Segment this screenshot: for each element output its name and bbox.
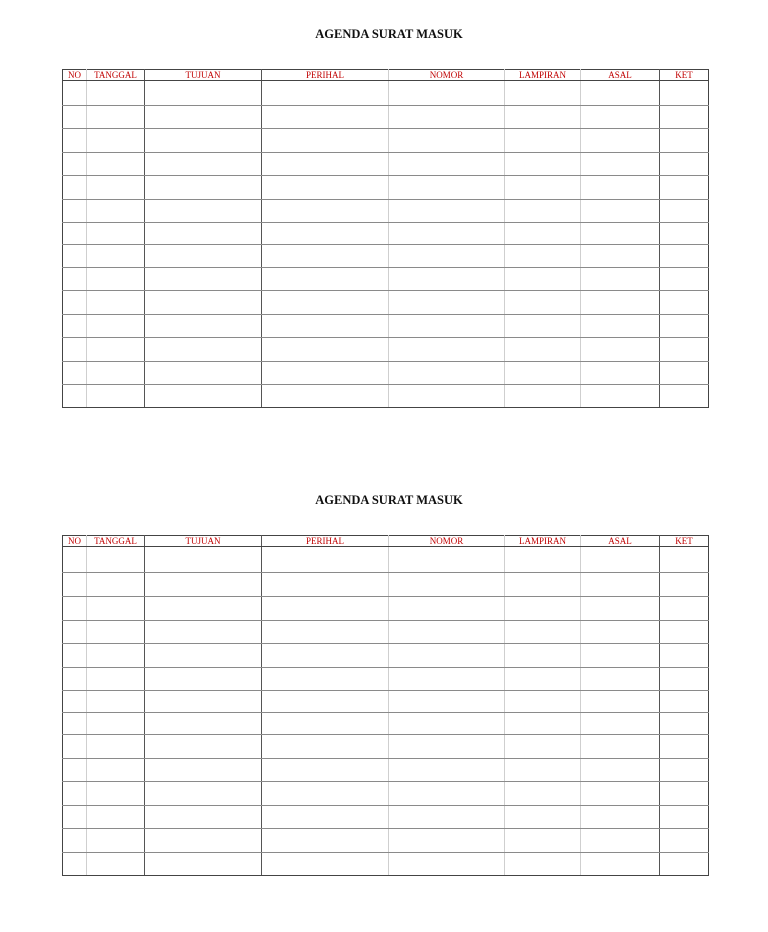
cell-ket [660,153,709,176]
cell-lampiran [505,853,581,876]
cell-tujuan [145,176,262,200]
cell-ket [660,621,709,644]
cell-ket [660,759,709,782]
table-row [63,644,709,668]
cell-asal [581,268,660,291]
table-row [63,315,709,338]
cell-asal [581,735,660,759]
cell-lampiran [505,782,581,806]
agenda-title: AGENDA SURAT MASUK [315,27,463,41]
cell-tanggal [87,759,145,782]
cell-ket [660,245,709,268]
cell-lampiran [505,806,581,829]
column-header-perihal: PERIHAL [262,536,389,547]
table-row [63,853,709,876]
cell-nomor [389,291,505,315]
cell-asal [581,362,660,385]
column-header-tanggal: TANGGAL [87,70,145,81]
cell-lampiran [505,223,581,245]
cell-perihal [262,362,389,385]
cell-lampiran [505,153,581,176]
cell-asal [581,291,660,315]
cell-perihal [262,668,389,691]
cell-tujuan [145,644,262,668]
cell-tanggal [87,268,145,291]
cell-no [63,129,87,153]
cell-nomor [389,713,505,735]
cell-asal [581,129,660,153]
cell-asal [581,713,660,735]
cell-tanggal [87,176,145,200]
cell-perihal [262,644,389,668]
cell-tujuan [145,806,262,829]
cell-no [63,200,87,223]
cell-perihal [262,291,389,315]
cell-no [63,338,87,362]
table-row [63,268,709,291]
cell-lampiran [505,621,581,644]
cell-tujuan [145,315,262,338]
cell-tanggal [87,597,145,621]
cell-tujuan [145,385,262,408]
cell-tanggal [87,621,145,644]
cell-ket [660,644,709,668]
cell-nomor [389,597,505,621]
cell-tanggal [87,782,145,806]
cell-tanggal [87,806,145,829]
table-row [63,338,709,362]
cell-no [63,735,87,759]
column-header-asal: ASAL [581,536,660,547]
cell-tujuan [145,129,262,153]
table-row [63,81,709,106]
cell-tujuan [145,621,262,644]
cell-asal [581,782,660,806]
cell-perihal [262,782,389,806]
cell-tanggal [87,735,145,759]
cell-asal [581,385,660,408]
column-header-no: NO [63,536,87,547]
cell-perihal [262,223,389,245]
cell-lampiran [505,829,581,853]
agenda-table [62,69,709,408]
cell-ket [660,223,709,245]
cell-tujuan [145,547,262,573]
cell-ket [660,597,709,621]
cell-perihal [262,129,389,153]
cell-nomor [389,385,505,408]
cell-tanggal [87,245,145,268]
cell-perihal [262,245,389,268]
cell-nomor [389,735,505,759]
column-header-nomor: NOMOR [389,536,505,547]
table-header-row [63,70,709,81]
cell-asal [581,245,660,268]
cell-tanggal [87,153,145,176]
cell-no [63,829,87,853]
table-row [63,362,709,385]
cell-ket [660,735,709,759]
column-header-tanggal: TANGGAL [87,536,145,547]
cell-ket [660,129,709,153]
table-row [63,106,709,129]
table-row [63,176,709,200]
cell-perihal [262,621,389,644]
cell-no [63,176,87,200]
cell-ket [660,362,709,385]
cell-lampiran [505,668,581,691]
cell-tanggal [87,385,145,408]
cell-tanggal [87,315,145,338]
cell-tujuan [145,223,262,245]
cell-asal [581,806,660,829]
cell-nomor [389,106,505,129]
cell-tujuan [145,668,262,691]
table-row [63,829,709,853]
table-row [63,385,709,408]
cell-nomor [389,853,505,876]
cell-nomor [389,782,505,806]
cell-nomor [389,621,505,644]
cell-perihal [262,691,389,713]
cell-ket [660,338,709,362]
cell-no [63,153,87,176]
cell-lampiran [505,385,581,408]
cell-asal [581,597,660,621]
column-header-tujuan: TUJUAN [145,536,262,547]
cell-perihal [262,200,389,223]
cell-nomor [389,223,505,245]
table-row [63,782,709,806]
cell-nomor [389,129,505,153]
cell-perihal [262,597,389,621]
cell-lampiran [505,759,581,782]
column-header-asal: ASAL [581,70,660,81]
cell-ket [660,81,709,106]
cell-ket [660,176,709,200]
cell-perihal [262,81,389,106]
cell-perihal [262,759,389,782]
cell-ket [660,573,709,597]
cell-ket [660,691,709,713]
cell-no [63,668,87,691]
cell-tujuan [145,691,262,713]
cell-ket [660,385,709,408]
cell-tujuan [145,362,262,385]
table-row [63,597,709,621]
column-header-ket: KET [660,536,709,547]
cell-ket [660,268,709,291]
cell-no [63,621,87,644]
table-row [63,573,709,597]
cell-tanggal [87,713,145,735]
cell-lampiran [505,129,581,153]
cell-nomor [389,644,505,668]
cell-lampiran [505,81,581,106]
cell-tanggal [87,223,145,245]
cell-ket [660,668,709,691]
table-row [63,621,709,644]
column-header-nomor: NOMOR [389,70,505,81]
cell-nomor [389,806,505,829]
cell-ket [660,547,709,573]
cell-lampiran [505,644,581,668]
cell-asal [581,81,660,106]
cell-asal [581,668,660,691]
cell-perihal [262,853,389,876]
cell-tanggal [87,691,145,713]
cell-asal [581,573,660,597]
table-body [63,81,709,408]
cell-tujuan [145,782,262,806]
table-row [63,153,709,176]
cell-tanggal [87,291,145,315]
cell-lampiran [505,315,581,338]
cell-ket [660,713,709,735]
cell-asal [581,200,660,223]
cell-lampiran [505,735,581,759]
cell-nomor [389,573,505,597]
cell-tujuan [145,106,262,129]
cell-nomor [389,362,505,385]
cell-perihal [262,735,389,759]
cell-no [63,291,87,315]
column-header-lampiran: LAMPIRAN [505,536,581,547]
cell-ket [660,291,709,315]
cell-no [63,81,87,106]
cell-lampiran [505,362,581,385]
cell-tanggal [87,129,145,153]
column-header-ket: KET [660,70,709,81]
table-body [63,547,709,876]
agenda-title: AGENDA SURAT MASUK [315,493,463,507]
cell-asal [581,223,660,245]
cell-ket [660,782,709,806]
cell-ket [660,806,709,829]
cell-no [63,547,87,573]
cell-nomor [389,547,505,573]
cell-tanggal [87,362,145,385]
table-row [63,735,709,759]
cell-no [63,691,87,713]
cell-ket [660,315,709,338]
cell-nomor [389,668,505,691]
cell-asal [581,829,660,853]
cell-asal [581,315,660,338]
cell-tujuan [145,759,262,782]
table-row [63,129,709,153]
cell-perihal [262,268,389,291]
cell-tanggal [87,200,145,223]
cell-asal [581,644,660,668]
cell-perihal [262,713,389,735]
cell-no [63,759,87,782]
cell-lampiran [505,176,581,200]
cell-tanggal [87,81,145,106]
cell-no [63,245,87,268]
cell-no [63,782,87,806]
cell-ket [660,106,709,129]
cell-no [63,573,87,597]
cell-tanggal [87,644,145,668]
cell-nomor [389,315,505,338]
cell-perihal [262,547,389,573]
cell-perihal [262,176,389,200]
table-row [63,806,709,829]
cell-asal [581,853,660,876]
cell-asal [581,621,660,644]
table-row [63,547,709,573]
cell-lampiran [505,597,581,621]
cell-nomor [389,200,505,223]
cell-no [63,315,87,338]
cell-no [63,223,87,245]
cell-tujuan [145,153,262,176]
cell-tujuan [145,268,262,291]
cell-tujuan [145,853,262,876]
cell-tujuan [145,573,262,597]
cell-nomor [389,268,505,291]
cell-lampiran [505,691,581,713]
cell-lampiran [505,200,581,223]
cell-tujuan [145,245,262,268]
cell-lampiran [505,291,581,315]
cell-nomor [389,245,505,268]
table-row [63,668,709,691]
cell-tujuan [145,338,262,362]
cell-ket [660,829,709,853]
cell-nomor [389,338,505,362]
cell-perihal [262,106,389,129]
table-header-row [63,536,709,547]
cell-lampiran [505,573,581,597]
cell-asal [581,547,660,573]
cell-perihal [262,829,389,853]
cell-ket [660,200,709,223]
table-row [63,759,709,782]
cell-tujuan [145,200,262,223]
cell-perihal [262,573,389,597]
cell-lampiran [505,268,581,291]
cell-tujuan [145,597,262,621]
column-header-lampiran: LAMPIRAN [505,70,581,81]
column-header-tujuan: TUJUAN [145,70,262,81]
column-header-perihal: PERIHAL [262,70,389,81]
cell-tujuan [145,735,262,759]
cell-no [63,385,87,408]
cell-nomor [389,759,505,782]
cell-tujuan [145,829,262,853]
cell-asal [581,691,660,713]
cell-tanggal [87,829,145,853]
cell-perihal [262,385,389,408]
cell-nomor [389,691,505,713]
cell-perihal [262,315,389,338]
cell-tanggal [87,106,145,129]
cell-no [63,713,87,735]
cell-no [63,644,87,668]
agenda-table [62,535,709,876]
cell-tanggal [87,338,145,362]
cell-tanggal [87,853,145,876]
cell-asal [581,106,660,129]
cell-nomor [389,176,505,200]
table-row [63,291,709,315]
table-row [63,200,709,223]
cell-tanggal [87,547,145,573]
cell-no [63,853,87,876]
cell-ket [660,853,709,876]
cell-no [63,268,87,291]
table-row [63,691,709,713]
table-row [63,713,709,735]
cell-nomor [389,153,505,176]
cell-tujuan [145,291,262,315]
cell-asal [581,153,660,176]
cell-nomor [389,81,505,106]
cell-no [63,597,87,621]
cell-perihal [262,153,389,176]
table-row [63,245,709,268]
cell-perihal [262,806,389,829]
cell-nomor [389,829,505,853]
table-row [63,223,709,245]
cell-asal [581,176,660,200]
cell-lampiran [505,245,581,268]
cell-tujuan [145,81,262,106]
cell-tanggal [87,668,145,691]
cell-lampiran [505,338,581,362]
column-header-no: NO [63,70,87,81]
cell-no [63,106,87,129]
cell-perihal [262,338,389,362]
cell-lampiran [505,547,581,573]
cell-tanggal [87,573,145,597]
cell-lampiran [505,106,581,129]
cell-no [63,362,87,385]
cell-asal [581,759,660,782]
cell-asal [581,338,660,362]
cell-lampiran [505,713,581,735]
cell-no [63,806,87,829]
cell-tujuan [145,713,262,735]
